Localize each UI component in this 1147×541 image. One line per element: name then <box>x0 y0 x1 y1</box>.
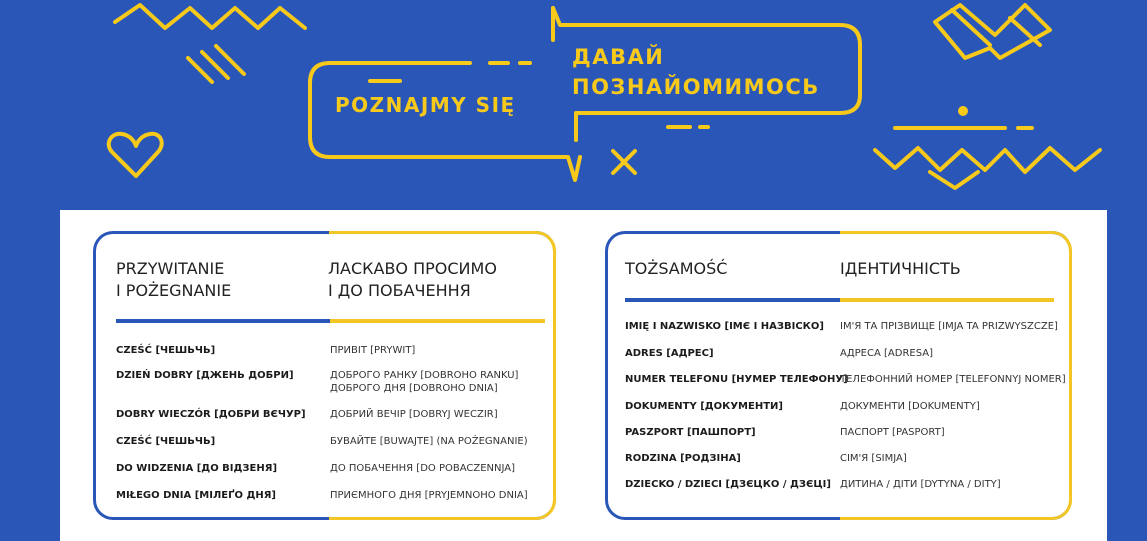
banner-title-pl: POZNAJMY SIĘ <box>335 93 516 117</box>
divider-yellow <box>840 298 1054 302</box>
phrase-pl: CZEŚĆ [ЧЕШЬЧЬ] <box>116 436 216 447</box>
zigzag-icon <box>115 5 305 28</box>
banner-title-ua <box>572 42 820 102</box>
heart-icon <box>109 134 162 176</box>
speech-bubble-pl <box>310 63 580 180</box>
phrase-ua: ТЕЛЕФОННИЙ НОМЕР [TELEFONNYJ NOMER] <box>840 374 1066 385</box>
greetings-heading-pl <box>116 258 231 302</box>
phrase-pl: RODZINA [РОДЗІНА] <box>625 453 741 464</box>
heading-line: ЛАСКАВО ПРОСИМО <box>328 259 497 278</box>
heading-line: І ДО ПОБАЧЕННЯ <box>328 281 471 300</box>
greetings-heading-ua <box>328 258 497 302</box>
phrase-pl: ADRES [АДРЕС] <box>625 348 714 359</box>
phrase-ua: ІМ'Я ТА ПРІЗВИЩЕ [IMJA TA PRIZWYSZCZE] <box>840 321 1058 332</box>
phrase-pl: DO WIDZENIA [ДО ВІДЗЕНЯ] <box>116 463 278 474</box>
phrase-pl: DOBRY WIECZÓR [ДОБРИ ВЄЧУР] <box>116 409 306 420</box>
phrase-pl: CZEŚĆ [ЧЕШЬЧЬ] <box>116 345 216 356</box>
divider-yellow <box>330 319 545 323</box>
phrase-ua: ДОБРОГО ДНЯ [DOBROHO DNIA] <box>330 383 498 394</box>
phrase-ua: БУВАЙТЕ [BUWAJTE] (NA POŻEGNANIE) <box>330 436 528 447</box>
heading-line: PRZYWITANIE <box>116 259 225 278</box>
phrase-pl: DZIECKO / DZIECI [ДЗЄЦКО / ДЗЄЦІ] <box>625 479 831 490</box>
phrase-ua: ПРИВІТ [PRYWIT] <box>330 345 416 356</box>
phrase-ua: ПАСПОРТ [PASPORT] <box>840 427 945 438</box>
phrasebook-sheet <box>60 210 1107 541</box>
greetings-card <box>93 231 556 520</box>
banner-title-ua-line2: ПОЗНАЙОМИМОСЬ <box>572 75 820 99</box>
divider-blue <box>625 298 840 302</box>
banner <box>0 0 1147 210</box>
zigzag-icon <box>875 148 1100 172</box>
banner-title-ua-line1: ДАВАЙ <box>572 45 665 69</box>
phrase-pl: DOKUMENTY [ДОКУМЕНТИ] <box>625 401 783 412</box>
identity-heading-ua: ІДЕНТИЧНІСТЬ <box>840 259 961 278</box>
phrase-ua: ПРИЄМНОГО ДНЯ [PRYJEMNOHO DNIA] <box>330 490 528 501</box>
geometric-icon <box>935 5 1050 58</box>
identity-heading-pl: TOŻSAMOŚĆ <box>625 259 728 278</box>
phrase-ua: ДОКУМЕНТИ [DOKUMENTY] <box>840 401 980 412</box>
phrase-ua: ДО ПОБАЧЕННЯ [DO POBACZENNJA] <box>330 463 515 474</box>
phrase-ua: СІМ'Я [SIMJA] <box>840 453 907 464</box>
phrase-pl: DZIEŃ DOBRY [ДЖЕНЬ ДОБРИ] <box>116 370 294 381</box>
identity-card <box>605 231 1072 520</box>
phrase-pl: MIŁEGO DNIA [МІЛЕҐО ДНЯ] <box>116 490 277 501</box>
circle-icon <box>960 108 966 114</box>
dash-icon <box>188 58 212 82</box>
phrase-ua: ДИТИНА / ДІТИ [DYTYNA / DITY] <box>840 479 1001 490</box>
heading-line: I POŻEGNANIE <box>116 281 232 300</box>
phrase-ua: ДОБРИЙ ВЕЧІР [DOBRYJ WECZIR] <box>330 409 498 420</box>
phrase-ua: ДОБРОГО РАНКУ [DOBROHO RANKU] <box>330 370 519 381</box>
banner-decorations <box>0 0 1147 210</box>
phrase-pl: IMIĘ I NAZWISKO [ІМЄ І НАЗВІСКО] <box>625 321 824 332</box>
phrase-pl: PASZPORT [ПАШПОРТ] <box>625 427 756 438</box>
phrase-ua: АДРЕСА [ADRESA] <box>840 348 933 359</box>
divider-blue <box>116 319 330 323</box>
phrase-pl: NUMER TELEFONU [НУМЕР ТЕЛЕФОНУ] <box>625 374 848 385</box>
